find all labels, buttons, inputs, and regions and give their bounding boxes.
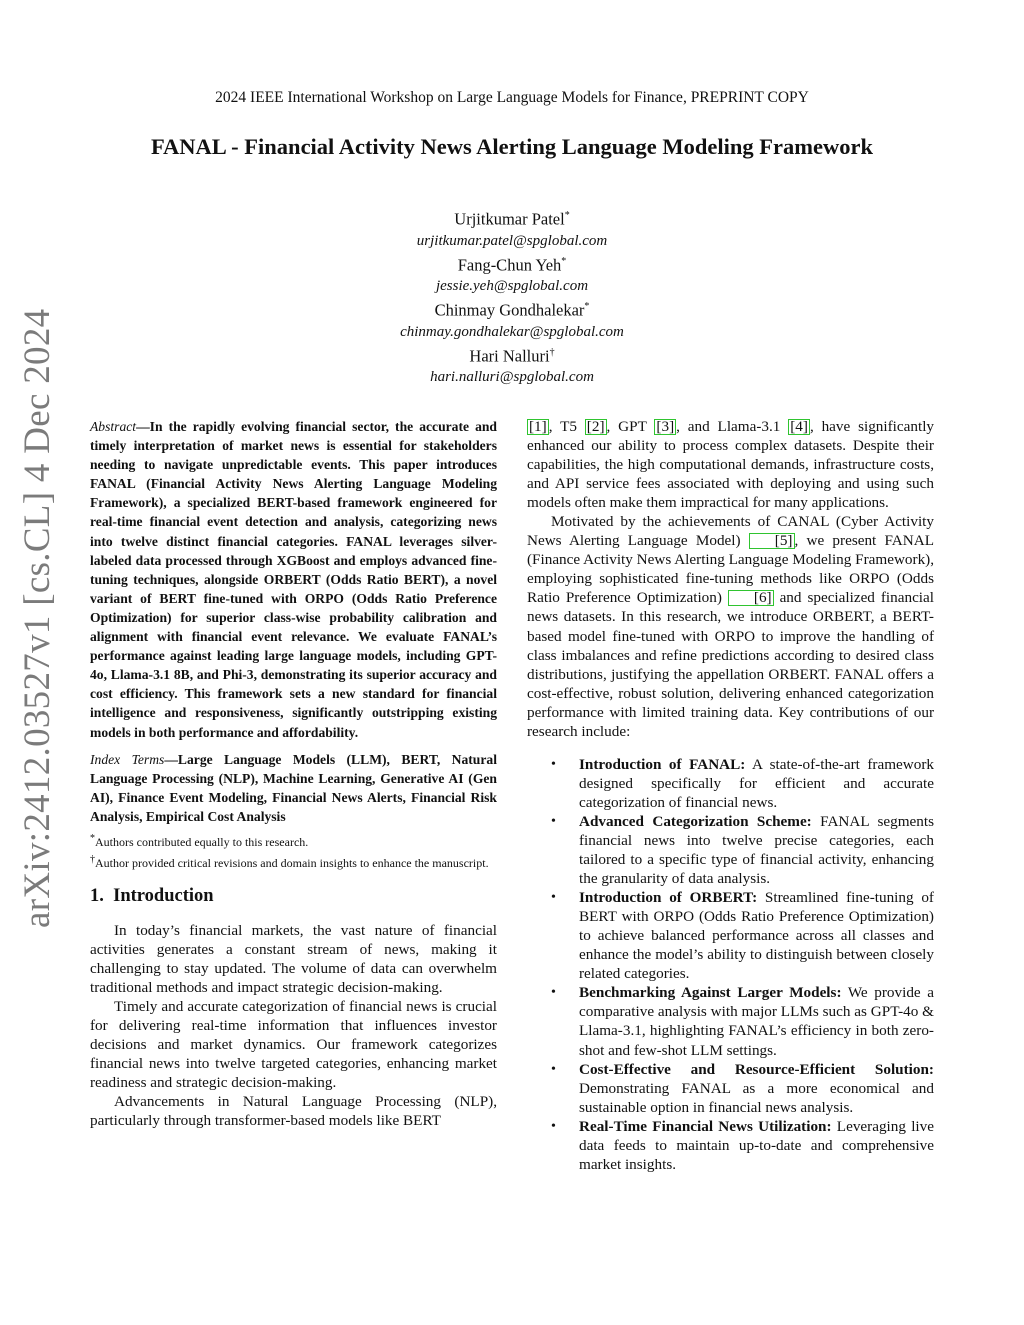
abstract xyxy=(90,417,497,742)
index-terms-text: —Large Language Models (LLM), BERT, Natural Language Processing (NLP), Machine Learning, Generative AI (Gen AI), Finance Event Modeling, Financial News Alerts, Financial Risk Analysis, Empirical Cost Analysis xyxy=(90,751,497,824)
contributions-list xyxy=(527,755,934,1174)
author-name: Fang-Chun Yeh* xyxy=(457,255,567,274)
intro-paragraph: Timely and accurate categorization of financial news is crucial for delivering real-time information that influences investor decisions and market dynamics. Our framework categorizes financial news into twelve targeted categories, enhancing market readiness and strategic decision-making. xyxy=(90,998,497,1092)
author-email[interactable]: hari.nalluri@spglobal.com xyxy=(430,369,594,385)
bullet-icon: • xyxy=(551,890,556,906)
list-item: • Introduction of FANAL: A state-of-the-art framework designed specifically for efficient and accurate categorization of financial news. xyxy=(551,755,934,811)
abstract-label: Abstract xyxy=(90,419,137,434)
body-paragraph: [1] , T5 [2] , GPT [3] , and Llama-3.1 [4] , have significantly enhanced our ability to process complex datasets. Despite their capabilities, the high computational demands, infrastructure costs, and API service fees associated with deploying and using such models often make them impractical for many applications. xyxy=(527,418,935,512)
author-name: Hari Nalluri† xyxy=(469,346,555,365)
index-terms-label: Index Terms xyxy=(90,751,165,767)
citation-link[interactable]: [6] xyxy=(728,590,774,606)
author-block xyxy=(0,206,1024,388)
venue-header: 2024 IEEE International Workshop on Large Language Models for Finance, PREPRINT COPY xyxy=(215,89,809,106)
list-item: • Cost-Effective and Resource-Efficient Solution: Demonstrating FANAL as a more economical and sustainable option in financial news analysis. xyxy=(551,1060,934,1116)
author-email[interactable]: urjitkumar.patel@spglobal.com xyxy=(416,232,608,249)
footnote: †Author provided critical revisions and domain insights to enhance the manuscript. xyxy=(90,853,489,870)
list-item: • Real-Time Financial News Utilization: Leveraging live data feeds to maintain up-to-date and comprehensive market insights. xyxy=(551,1117,934,1173)
author-email[interactable]: jessie.yeh@spglobal.com xyxy=(435,278,589,294)
bullet-icon: • xyxy=(551,1061,556,1077)
bullet-icon: • xyxy=(551,813,556,829)
bullet-icon: • xyxy=(551,756,556,772)
footnote: *Authors contributed equally to this research. xyxy=(90,832,309,849)
intro-paragraph: Advancements in Natural Language Processing (NLP), particularly through transformer-based models like BERT xyxy=(90,1093,497,1130)
author-name: Urjitkumar Patel* xyxy=(454,209,570,229)
arxiv-watermark: arXiv:2412.03527v1 [cs.CL] 4 Dec 2024 xyxy=(17,308,58,928)
intro-paragraph: In today’s financial markets, the vast nature of financial activities generates a constant stream of news, making it challenging to stay updated. The volume of data can overwhelm traditional methods and impact strategic decision-making. xyxy=(90,921,497,997)
citation-link[interactable]: [2] xyxy=(586,418,605,435)
body-paragraph: Motivated by the achievements of CANAL (Cyber Activity News Alerting Language Model) [5] , we present FANAL (Finance Activity News Alerting Language Modeling Framework), employing sophisticated fine-tuning methods like ORPO (Odds Ratio Preference Optimization) [6] and specialized financial news datasets. In this research, we introduce ORBERT, a BERT-based model fine-tuned with ORPO to improve the handling of class imbalances and refine predictions according to desired class distributions, justifying the appellation ORBERT. FANAL offers a cost-effective, robust solution, delivering enhanced categorization performance with limited training data. Key contributions of our research include: xyxy=(527,513,935,740)
author-name: Chinmay Gondhalekar* xyxy=(434,300,590,320)
citation-link[interactable]: [3] xyxy=(656,418,675,435)
bullet-icon: • xyxy=(551,985,556,1001)
list-item: • Advanced Categorization Scheme: FANAL segments financial news into twelve precise categories, each tailored to a specific type of financial activity, enhancing the granularity of data analysis. xyxy=(551,812,934,888)
author-email[interactable]: chinmay.gondhalekar@spglobal.com xyxy=(400,323,624,340)
list-item: • Benchmarking Against Larger Models: We provide a comparative analysis with major LLMs such as GPT-4o & Llama-3.1, highlighting FANAL’s efficiency in both zero-shot and few-shot LLM settings. xyxy=(551,984,934,1059)
section-heading: 1. Introduction xyxy=(90,885,214,906)
index-terms xyxy=(90,750,497,826)
citation-link[interactable]: [1] xyxy=(529,418,547,435)
abstract-text: —In the rapidly evolving financial sector, the accurate and timely interpretation of market news is essential for stakeholders needing to navigate unpredictable events. This paper introduces FANAL (Financial Activity News Alerting Language Modeling Framework), a specialized BERT-based framework engineered for real-time financial event detection and analysis, categorizing news into twelve distinct financial categories. FANAL leverages silver-labeled data processed through XGBoost and employs advanced fine-tuning techniques, alongside ORBERT (Odds Ratio BERT), a novel variant of BERT fine-tuned with ORPO (Odds Ratio Preference Optimization) for superior class-wise probability calibration and alignment with financial event relevance. We evaluate FANAL’s performance against leading large language models, including GPT-4o, Llama-3.1 8B, and Phi-3, demonstrating its superior accuracy and cost efficiency. This framework sets a new standard for financial intelligence and responsiveness, significantly outstripping existing models in both performance and affordability. xyxy=(90,419,497,740)
list-item: • Introduction of ORBERT: Streamlined fine-tuning of BERT with ORPO (Odds Ratio Preference Optimization) to achieve balanced performance across all classes and enhance the model’s ability to distinguish between closely related categories. xyxy=(551,889,934,983)
left-column xyxy=(90,417,497,1130)
footnotes xyxy=(90,830,497,872)
citation-link[interactable]: [4] xyxy=(790,418,808,435)
bullet-icon: • xyxy=(551,1118,556,1134)
right-column xyxy=(527,417,934,1174)
citation-link[interactable]: [5] xyxy=(749,533,795,549)
paper-title: FANAL - Financial Activity News Alerting Language Modeling Framework xyxy=(150,134,874,159)
